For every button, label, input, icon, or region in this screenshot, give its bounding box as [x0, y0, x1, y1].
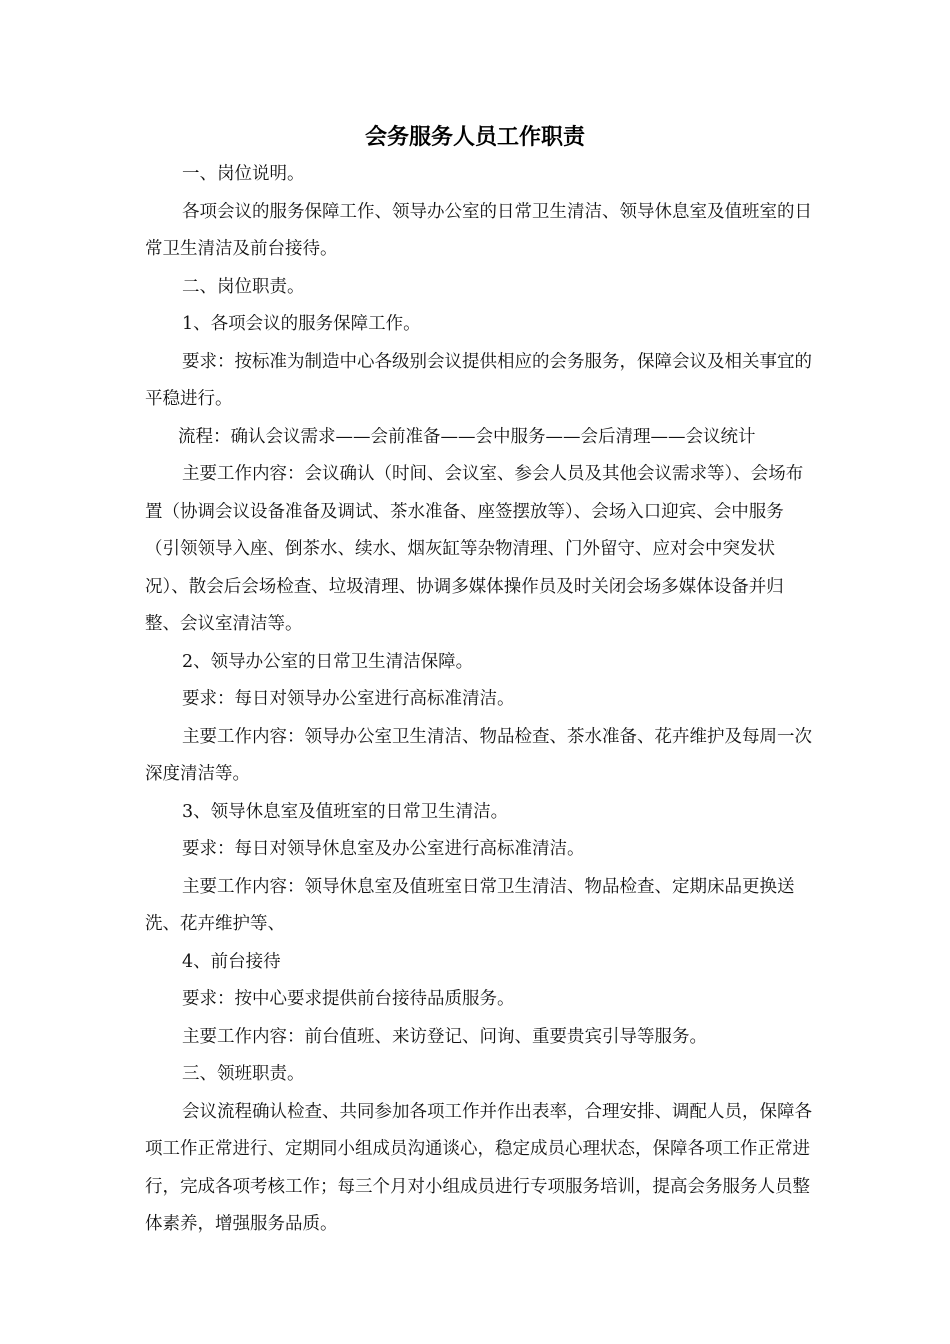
section-heading-position-duties: 二、岗位职责。	[182, 276, 305, 297]
paragraph-position-description: 各项会议的服务保障工作、领导办公室的日常卫生清洁、领导休息室及值班室的日常卫生清洁及前台接待。	[145, 201, 812, 259]
duty-item-1-main-content: 主要工作内容：会议确认（时间、会议室、参会人员及其他会议需求等）、会场布置（协调会议设备准备及调试、茶水准备、座签摆放等）、会场入口迎宾、会中服务（引领领导入座、倒茶水、续水、烟灰缸等杂物清理、门外留守、应对会中突发状况）、散会后会场检查、垃圾清理、协调多媒体操作员及时关闭会场多媒体设备并归整、会议室清洁等。	[145, 464, 804, 634]
duty-item-4-main-content: 主要工作内容：前台值班、来访登记、问询、重要贵宾引导等服务。	[182, 1026, 707, 1047]
duty-item-4-heading: 4、前台接待	[182, 951, 281, 972]
duty-item-3-requirement: 要求：每日对领导休息室及办公室进行高标准清洁。	[182, 839, 585, 859]
section-heading-position-description: 一、岗位说明。	[182, 164, 305, 184]
duty-item-4-requirement: 要求：按中心要求提供前台接待品质服务。	[182, 989, 515, 1009]
document-title: 会务服务人员工作职责	[364, 125, 585, 150]
paragraph-team-leader-duties: 会议流程确认检查、共同参加各项工作并作出表率，合理安排、调配人员，保障各项工作正常进行、定期同小组成员沟通谈心，稳定成员心理状态，保障各项工作正常进行，完成各项考核工作；每三个月对小组成员进行专项服务培训，提高会务服务人员整体素养，增强服务品质。	[145, 1101, 812, 1234]
duty-item-1-requirement: 要求：按标准为制造中心各级别会议提供相应的会务服务，保障会议及相关事宜的平稳进行。	[145, 351, 812, 409]
duty-item-1-heading: 1、各项会议的服务保障工作。	[182, 314, 421, 334]
duty-item-3-heading: 3、领导休息室及值班室的日常卫生清洁。	[182, 801, 509, 822]
section-heading-team-leader-duties: 三、领班职责。	[182, 1064, 305, 1084]
duty-item-1-process: 流程：确认会议需求——会前准备——会中服务——会后清理——会议统计	[178, 426, 756, 447]
duty-item-2-main-content: 主要工作内容：领导办公室卫生清洁、物品检查、茶水准备、花卉维护及每周一次深度清洁等。	[145, 726, 812, 784]
duty-item-3-main-content: 主要工作内容：领导休息室及值班室日常卫生清洁、物品检查、定期床品更换送洗、花卉维护等、	[145, 876, 795, 934]
duty-item-2-requirement: 要求：每日对领导办公室进行高标准清洁。	[182, 689, 515, 709]
duty-item-2-heading: 2、领导办公室的日常卫生清洁保障。	[182, 651, 474, 672]
document-body	[145, 156, 815, 1244]
